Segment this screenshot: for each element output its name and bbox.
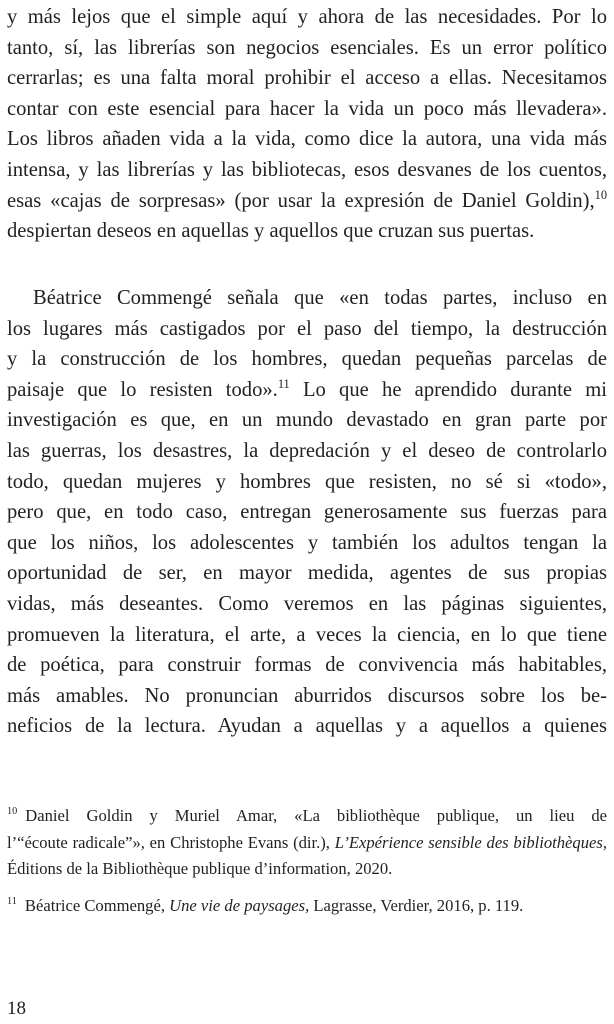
paragraph-1 bbox=[7, 2, 607, 247]
text-segment: l’“écoute radicale”», en Christophe Evans (dir.), bbox=[7, 832, 335, 852]
footnote-ref-11: 11 bbox=[277, 376, 290, 391]
text-line: Béatrice Commengé señala que «en todas partes, incluso en bbox=[33, 287, 607, 309]
text-line: vidas, más deseantes. Como veremos en las páginas siguientes, bbox=[7, 592, 607, 615]
text-line: que los niños, los adolescentes y también los adultos tengan la bbox=[7, 531, 607, 554]
text-segment: esas «cajas de sorpresas» (por usar la expresión de Daniel Goldin), bbox=[7, 189, 595, 212]
footnote-10 bbox=[7, 803, 607, 883]
footnote-number: 11 bbox=[7, 895, 17, 907]
text-line: todo, quedan mujeres y hombres que resisten, no sé si «todo», bbox=[7, 470, 607, 493]
text-line: Los libros añaden vida a la vida, como dice la autora, una vida más bbox=[7, 128, 607, 151]
footnote-ref-10: 10 bbox=[594, 187, 607, 202]
text-line: promueven la literatura, el arte, a veces la ciencia, en lo que tiene bbox=[7, 623, 607, 646]
text-line: tanto, sí, las librerías son negocios esenciales. Es un error político bbox=[7, 36, 607, 59]
text-segment: Lagrasse, Verdier, 2016, p. 119. bbox=[309, 895, 524, 915]
italic-title: L’Expérience sensible des bibliothèques, bbox=[334, 832, 607, 852]
text-line: los lugares más castigados por el paso del tiempo, la destrucción bbox=[7, 317, 607, 340]
text-line: las guerras, los desastres, la depredación y el deseo de controlarlo bbox=[7, 439, 607, 462]
text-line: despiertan deseos en aquellas y aquellos que cruzan sus puertas. bbox=[7, 220, 535, 243]
footnote-number: 10 bbox=[7, 806, 18, 818]
text-line: y más lejos que el simple aquí y ahora de las necesidades. Por lo bbox=[7, 6, 607, 28]
italic-title: Une vie de paysages, bbox=[169, 895, 310, 915]
text-segment: Béatrice Commengé, bbox=[24, 895, 170, 915]
footnote-line bbox=[7, 803, 607, 830]
paragraph-2 bbox=[7, 283, 607, 742]
footnote-line: Éditions de la Bibliothèque publique d’information, 2020. bbox=[7, 859, 393, 878]
text-line: cerrarlas; es una falta moral prohibir el acceso a ellas. Necesitamos bbox=[7, 67, 607, 90]
footnote-11 bbox=[7, 893, 607, 920]
text-line: y la construcción de los hombres, quedan pequeñas parcelas de bbox=[7, 348, 607, 371]
text-segment: Lo que he aprendido durante mi bbox=[289, 378, 607, 401]
text-segment: Daniel Goldin y Muriel Amar, «La bibliothèque publique, un lieu de bbox=[25, 806, 607, 825]
footnote-line bbox=[7, 830, 607, 857]
text-line: más amables. No pronuncian aburridos discursos sobre los be- bbox=[7, 684, 607, 707]
text-segment: paisaje que lo resisten todo». bbox=[7, 378, 278, 401]
text-line: oportunidad de ser, en mayor medida, agentes de sus propias bbox=[7, 562, 607, 585]
text-line: intensa, y las librerías y las bibliotecas, esos desvanes de los cuentos, bbox=[7, 158, 607, 181]
page-number: 18 bbox=[7, 998, 26, 1019]
text-line bbox=[7, 186, 607, 217]
text-line: contar con este esencial para hacer la vida un poco más llevadera». bbox=[7, 97, 607, 120]
text-line: neficios de la lectura. Ayudan a aquellas y a aquellos a quienes bbox=[7, 715, 607, 738]
text-line bbox=[7, 375, 607, 406]
footnotes bbox=[7, 803, 607, 919]
text-line: de poética, para construir formas de convivencia más habitables, bbox=[7, 654, 607, 677]
text-line: investigación es que, en un mundo devastado en gran parte por bbox=[7, 409, 607, 432]
footnote-line bbox=[7, 893, 607, 920]
text-line: pero que, en todo caso, entregan generosamente sus fuerzas para bbox=[7, 501, 607, 524]
